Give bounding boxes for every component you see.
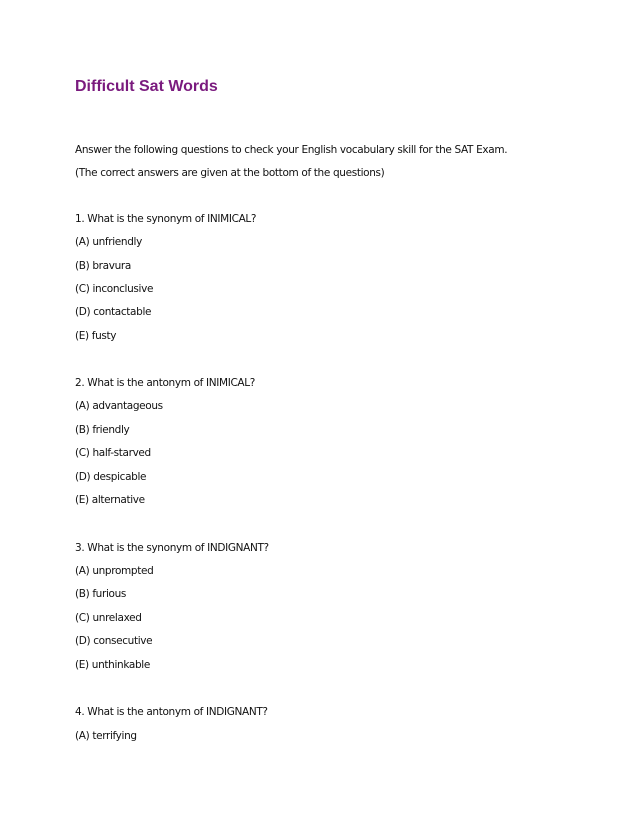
question-2-option-e: (E) alternative: [75, 494, 145, 506]
question-1-option-d: (D) contactable: [75, 306, 152, 318]
question-2-option-b: (B) friendly: [75, 424, 130, 436]
question-3-option-a: (A) unprompted: [75, 565, 154, 577]
question-1-option-e: (E) fusty: [75, 330, 117, 342]
question-2-prompt: 2. What is the antonym of INIMICAL?: [75, 377, 255, 389]
question-3-option-d: (D) consecutive: [75, 635, 153, 647]
intro-line: Answer the following questions to check your English vocabulary skill for the SAT Exam.: [75, 144, 508, 156]
question-3-prompt: 3. What is the synonym of INDIGNANT?: [75, 542, 269, 554]
intro-note: (The correct answers are given at the bottom of the questions): [75, 167, 385, 179]
question-1-prompt: 1. What is the synonym of INIMICAL?: [75, 213, 257, 225]
question-3-option-b: (B) furious: [75, 588, 127, 600]
question-4-prompt: 4. What is the antonym of INDIGNANT?: [75, 706, 268, 718]
document-title: Difficult Sat Words: [75, 78, 218, 95]
question-1-option-c: (C) inconclusive: [75, 283, 154, 295]
question-4-option-a: (A) terrifying: [75, 730, 137, 742]
question-1-option-a: (A) unfriendly: [75, 236, 142, 248]
question-2-option-c: (C) half-starved: [75, 447, 151, 459]
question-1-option-b: (B) bravura: [75, 260, 131, 272]
question-3-option-e: (E) unthinkable: [75, 659, 150, 671]
question-2-option-d: (D) despicable: [75, 471, 147, 483]
question-3-option-c: (C) unrelaxed: [75, 612, 142, 624]
question-2-option-a: (A) advantageous: [75, 400, 163, 412]
